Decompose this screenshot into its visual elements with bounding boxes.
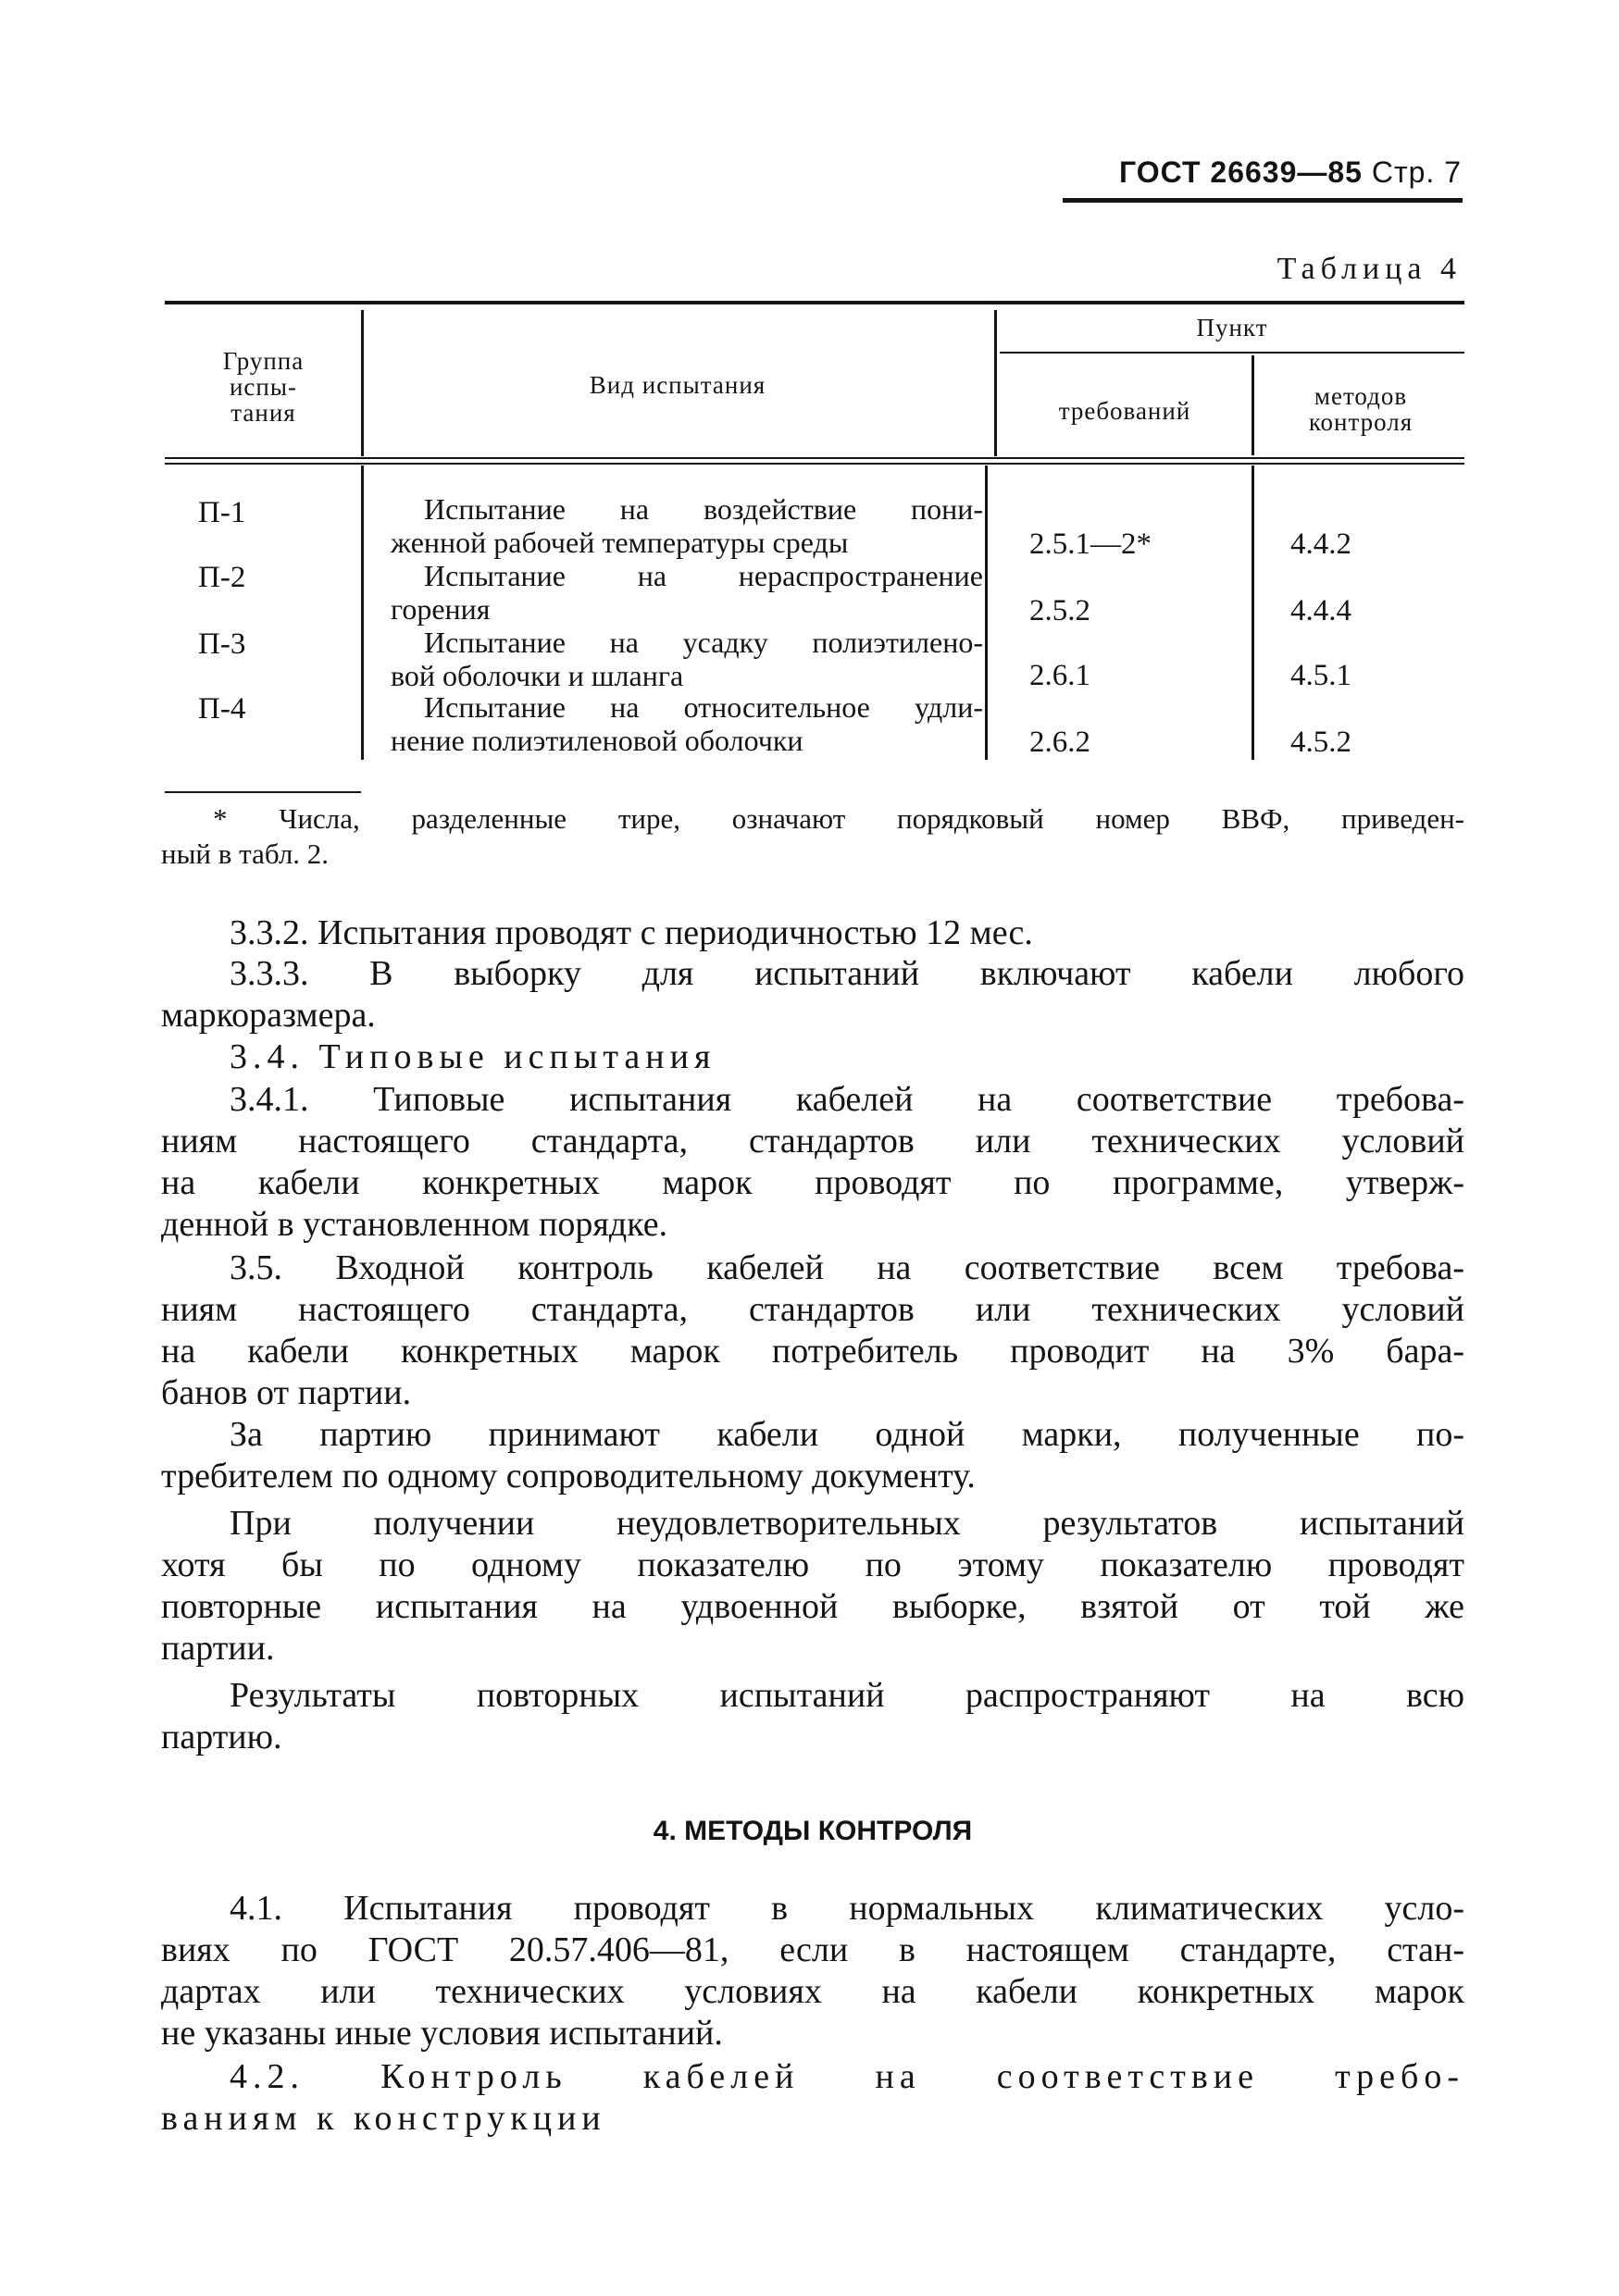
header-bottom-rule bbox=[165, 457, 1464, 459]
row-methods: 4.5.2 bbox=[1290, 726, 1351, 759]
column-divider-1-body bbox=[361, 465, 364, 760]
row-description: Испытание на нераспространение горения bbox=[391, 559, 983, 626]
paragraph-4-1: 4.1. Испытания проводят в нормальных климатических усло- виях по ГОСТ 20.57.406—81, если в настоящем стандарте, стан- дартах или технических условиях на кабели конкретных марок не указаны иные условия испытаний. bbox=[161, 1889, 1464, 2053]
row-group: П-1 bbox=[198, 496, 246, 529]
column-divider-3 bbox=[1252, 355, 1254, 455]
paragraph-retest: При получении неудовлетворительных результатов испытаний хотя бы по одному показателю по этому показателю проводят повторные испытания на удвоенной выборке, взятой от той же партии. bbox=[161, 1504, 1464, 1668]
paragraph-batch: За партию принимают кабели одной марки, полученные по- требителем по одному сопроводительному документу. bbox=[161, 1415, 1464, 1496]
header-rule bbox=[1063, 198, 1463, 203]
header-bottom-rule-2 bbox=[165, 463, 1464, 465]
section-heading: 4. МЕТОДЫ КОНТРОЛЯ bbox=[653, 1816, 973, 1846]
header-subrule bbox=[1000, 352, 1464, 354]
row-group: П-2 bbox=[198, 561, 246, 594]
table-label: Таблица 4 bbox=[1277, 252, 1462, 286]
column-divider-2-body bbox=[985, 465, 988, 760]
header-test-type: Вид испытания bbox=[589, 371, 766, 399]
paragraph-3-5: 3.5. Входной контроль кабелей на соответствие всем требова- ниям настоящего стандарта, стандартов или технических условий на кабели конкретных марок потребитель проводит на 3% бара- банов от партии. bbox=[161, 1248, 1464, 1412]
row-methods: 4.4.4 bbox=[1290, 594, 1351, 627]
row-requirements: 2.5.2 bbox=[1029, 594, 1090, 627]
header-group: Группа испы- тания bbox=[222, 347, 305, 427]
row-requirements: 2.6.2 bbox=[1029, 726, 1090, 759]
table-top-rule bbox=[165, 301, 1464, 304]
table-footnote: * Числа, разделенные тире, означают порядковый номер ВВФ, приведен- ный в табл. 2. bbox=[161, 802, 1464, 870]
column-divider-1 bbox=[361, 310, 364, 456]
row-methods: 4.4.2 bbox=[1290, 527, 1351, 561]
row-requirements: 2.6.1 bbox=[1029, 659, 1090, 692]
row-description: Испытание на усадку полиэтилено- вой оболочки и шланга bbox=[391, 626, 983, 692]
row-requirements: 2.5.1—2* bbox=[1029, 527, 1152, 561]
paragraph-3-4-heading: 3.4. Типовые испытания bbox=[230, 1037, 716, 1076]
row-methods: 4.5.1 bbox=[1290, 659, 1351, 692]
row-description: Испытание на относительное удли- нение полиэтиленовой оболочки bbox=[391, 690, 983, 757]
page-number: Стр. 7 bbox=[1371, 155, 1462, 189]
paragraph-3-4-1: 3.4.1. Типовые испытания кабелей на соответствие требова- ниям настоящего стандарта, стандартов или технических условий на кабели конкретных марок проводят по программе, утверж- денной в установленном порядке. bbox=[161, 1080, 1464, 1244]
header-item: Пункт bbox=[1196, 314, 1268, 341]
table-end-rule bbox=[165, 791, 361, 793]
paragraph-3-3-2: 3.3.2. Испытания проводят с периодичностью 12 мес. bbox=[230, 913, 1033, 952]
row-description: Испытание на воздействие пони- женной рабочей температуры среды bbox=[391, 492, 983, 559]
page-header bbox=[1119, 155, 1462, 190]
header-requirements: требований bbox=[1058, 397, 1191, 425]
column-divider-3-body bbox=[1252, 465, 1254, 760]
paragraph-results: Результаты повторных испытаний распространяют на всю партию. bbox=[161, 1676, 1464, 1756]
row-group: П-4 bbox=[198, 692, 246, 726]
paragraph-4-2: 4.2. Контроль кабелей на соответствие требо- ваниям к конструкции bbox=[161, 2057, 1464, 2138]
paragraph-3-3-3: 3.3.3. В выборку для испытаний включают кабели любого маркоразмера. bbox=[161, 954, 1464, 1035]
header-methods: методов контроля bbox=[1308, 382, 1414, 436]
row-group: П-3 bbox=[198, 627, 246, 661]
column-divider-2 bbox=[994, 310, 997, 456]
document-title: ГОСТ 26639—85 bbox=[1119, 155, 1363, 189]
